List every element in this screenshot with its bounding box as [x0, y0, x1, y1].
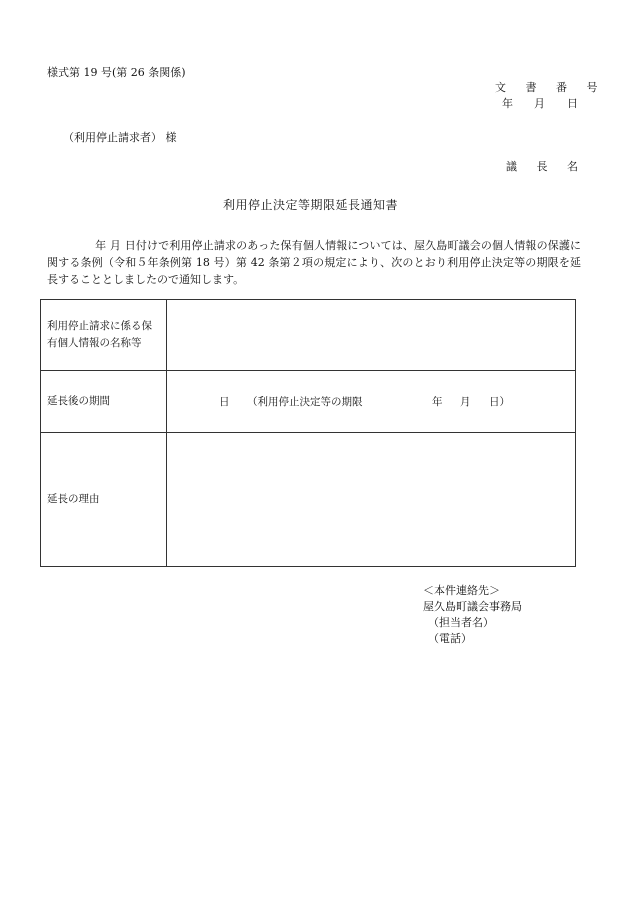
body-text: 年 月 日付けで利用停止請求のあった保有個人情報については、屋久島町議会の個人情報の保護に関する条例（令和５年条例第 18 号）第 42 条第２項の規定により、次のとおり利用停止決定等の期限を延長することとしましたので通知します。 [47, 239, 581, 286]
period-day-close: 日） [489, 396, 510, 408]
period-deadline-label: （利用停止決定等の期限 [247, 396, 363, 408]
document-number-label: 文 書 番 号 [495, 81, 606, 94]
sender-name: 議 長 名 [506, 160, 586, 173]
contact-heading: ＜本件連絡先＞ [423, 584, 500, 597]
period-month: 月 [460, 396, 471, 408]
row-label-extended-period: 延長後の期間 [41, 371, 167, 433]
contact-person: （担当者名） [428, 616, 494, 629]
form-number: 様式第 19 号(第 26 条関係) [47, 66, 186, 79]
body-paragraph [47, 237, 581, 288]
contact-block [423, 583, 522, 647]
contact-office: 屋久島町議会事務局 [423, 600, 522, 613]
row-value-information-name [167, 300, 576, 371]
date-year-label: 年 [502, 97, 513, 110]
table-row [41, 371, 576, 433]
table-row [41, 300, 576, 371]
row-label-information-name: 利用停止請求に係る保有個人情報の名称等 [41, 300, 167, 371]
table-row [41, 433, 576, 567]
date-day-label: 日 [567, 97, 578, 110]
date-month-label: 月 [534, 97, 545, 110]
period-day: 日 [219, 396, 230, 408]
period-year: 年 [432, 396, 443, 408]
row-label-extension-reason: 延長の理由 [41, 433, 167, 567]
extension-table [40, 299, 576, 567]
row-value-extension-reason [167, 433, 576, 567]
row-value-extended-period [167, 371, 576, 433]
addressee: （利用停止請求者） 様 [63, 131, 177, 144]
contact-phone: （電話） [428, 632, 472, 645]
document-title: 利用停止決定等期限延長通知書 [223, 198, 399, 212]
